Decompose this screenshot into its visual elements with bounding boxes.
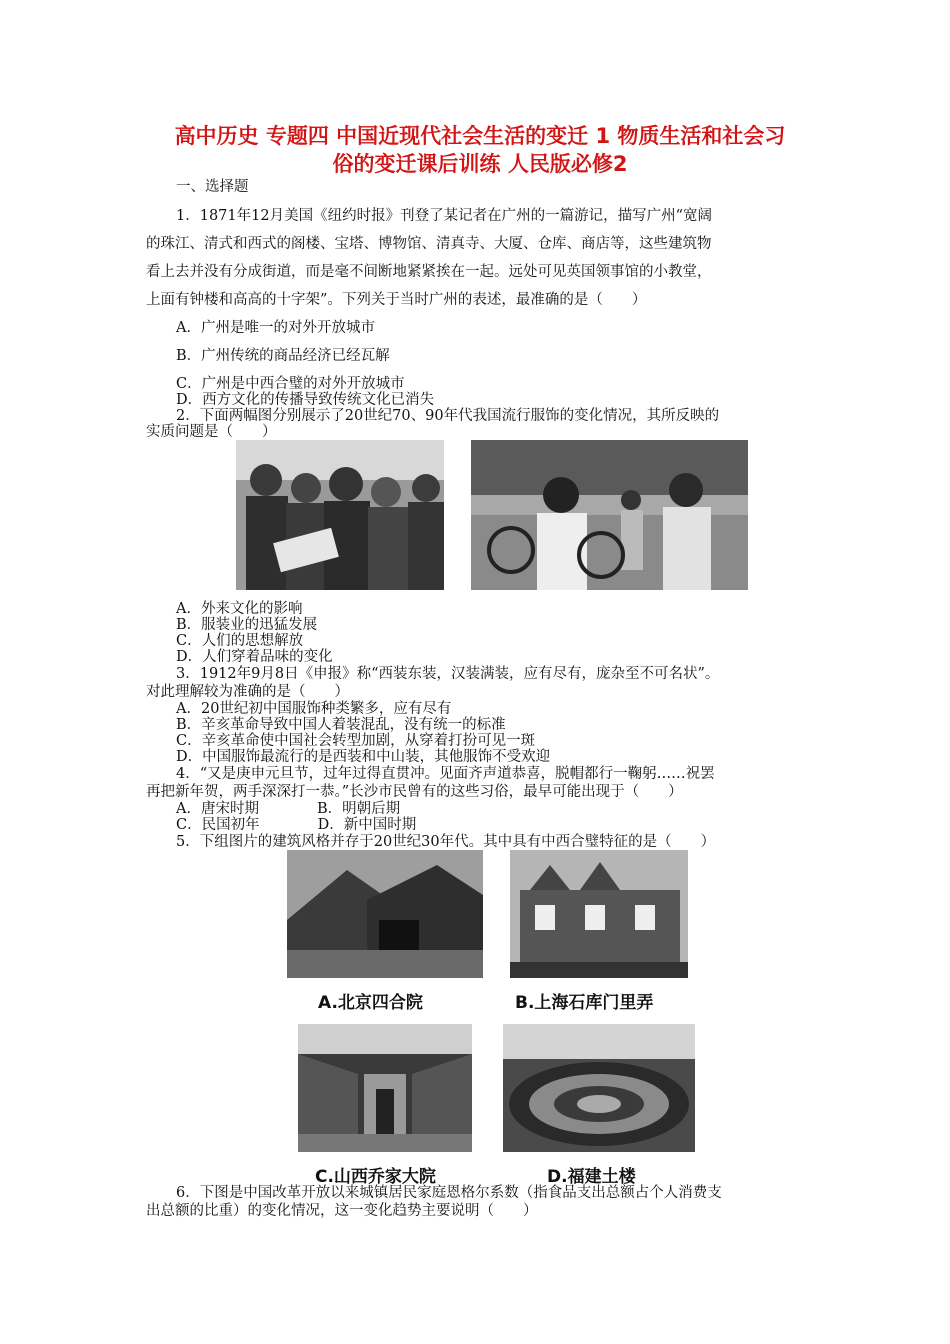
q2-option-c: C．人们的思想解放 <box>176 633 304 649</box>
document-title <box>140 122 820 178</box>
section-heading: 一、选择题 <box>176 179 249 195</box>
q6-line-2: 出总额的比重）的变化情况，这一变化趋势主要说明（ ） <box>146 1203 538 1219</box>
q2-line-2: 实质问题是（ ） <box>146 424 277 440</box>
q5-line-1: 5．下组图片的建筑风格并存于20世纪30年代。其中具有中西合璧特征的是（ ） <box>176 834 716 850</box>
caption-c: C.山西乔家大院 <box>315 1167 436 1187</box>
photo-1970s-clothing <box>236 440 444 590</box>
caption-a: A.北京四合院 <box>318 993 423 1013</box>
q1-line-4: 上面有钟楼和高高的十字架”。下列关于当时广州的表述，最准确的是（ ） <box>146 292 647 308</box>
q1-line-1: 1．1871年12月美国《纽约时报》刊登了某记者在广州的一篇游记，描写广州“宽阔 <box>176 208 712 224</box>
caption-d: D.福建土楼 <box>547 1167 636 1187</box>
q1-line-2: 的珠江、清式和西式的阁楼、宝塔、博物馆、清真寺、大厦、仓库、商店等，这些建筑物 <box>146 236 712 252</box>
q4-line-2: 再把新年贺，两手深深打一恭。”长沙市民曾有的这些习俗，最早可能出现于（ ） <box>146 784 683 800</box>
q4-options-cd: C．民国初年 D．新中国时期 <box>176 817 417 833</box>
caption-b: B.上海石库门里弄 <box>515 993 654 1013</box>
q3-option-a: A．20世纪初中国服饰种类繁多，应有尽有 <box>176 701 452 717</box>
q2-line-1: 2．下面两幅图分别展示了20世纪70、90年代我国流行服饰的变化情况，其所反映的 <box>176 408 720 424</box>
q4-line-1: 4．“又是庚申元旦节，过年过得直贯冲。见面齐声道恭喜，脱帽都行一鞠躬……祝罢 <box>176 766 715 782</box>
q3-option-c: C．辛亥革命使中国社会转型加剧，从穿着打扮可见一斑 <box>176 733 536 749</box>
photo-beijing-siheyuan <box>287 850 483 978</box>
q3-option-d: D．中国服饰最流行的是西装和中山装，其他服饰不受欢迎 <box>176 749 551 765</box>
q2-option-b: B．服装业的迅猛发展 <box>176 617 318 633</box>
q4-options-ab: A．唐宋时期 B．明朝后期 <box>176 801 401 817</box>
photo-shanxi-qiaojia <box>298 1024 472 1152</box>
q3-line-1: 3．1912年9月8日《申报》称“西装东装，汉装满装，应有尽有，庞杂至不可名状”。 <box>176 666 720 682</box>
photo-1990s-clothing <box>471 440 748 590</box>
q3-option-b: B．辛亥革命导致中国人着装混乱，没有统一的标准 <box>176 717 506 733</box>
q1-option-c: C．广州是中西合璧的对外开放城市 <box>176 376 405 392</box>
q2-option-a: A．外来文化的影响 <box>176 601 303 617</box>
title-line-2: 俗的变迁课后训练 人民版必修2 <box>332 152 628 176</box>
q6-line-1: 6．下图是中国改革开放以来城镇居民家庭恩格尔系数（指食品支出总额占个人消费支 <box>176 1185 722 1201</box>
q1-option-b: B．广州传统的商品经济已经瓦解 <box>176 348 390 364</box>
q1-line-3: 看上去并没有分成街道，而是毫不间断地紧紧挨在一起。远处可见英国领事馆的小教堂， <box>146 264 712 280</box>
q3-line-2: 对此理解较为准确的是（ ） <box>146 684 349 700</box>
q1-option-d: D．西方文化的传播导致传统文化已消失 <box>176 392 435 408</box>
photo-fujian-tulou <box>503 1024 695 1152</box>
q1-option-a: A．广州是唯一的对外开放城市 <box>176 320 375 336</box>
q2-option-d: D．人们穿着品味的变化 <box>176 649 333 665</box>
photo-shanghai-shikumen <box>510 850 688 978</box>
title-line-1: 高中历史 专题四 中国近现代社会生活的变迁 1 物质生活和社会习 <box>174 124 786 148</box>
